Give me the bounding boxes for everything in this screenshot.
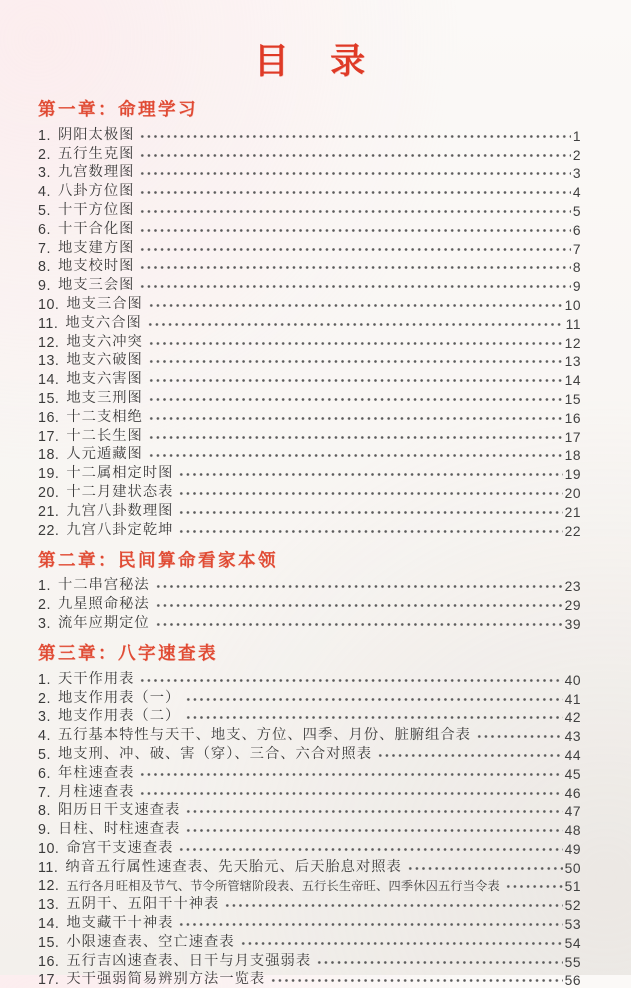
dot-leader: [139, 205, 570, 218]
entry-number: 10.: [38, 840, 60, 857]
toc-entry: [38, 294, 581, 313]
dot-leader: [178, 843, 562, 856]
entry-title: 阴阳太极图: [57, 126, 135, 143]
entry-title: 地支刑、冲、破、害（穿）、三合、六合对照表: [57, 745, 373, 762]
entry-number: 13.: [38, 897, 60, 914]
entry-number: 4.: [38, 184, 51, 201]
dot-leader: [155, 580, 563, 593]
entry-number: 3.: [38, 165, 51, 182]
dot-leader: [377, 749, 563, 762]
entry-number: 1.: [38, 578, 51, 595]
entry-number: 12.: [38, 334, 60, 351]
entry-page-number: 47: [564, 804, 581, 820]
entry-title: 十二长生图: [66, 427, 143, 444]
entry-title: 九宫八卦数理图: [66, 502, 174, 519]
entry-number: 2.: [38, 146, 51, 163]
toc-entry: [38, 369, 581, 388]
toc-entry: [38, 725, 581, 744]
entry-number: 22.: [38, 522, 60, 539]
entry-title: 地支藏干十神表: [66, 915, 174, 932]
toc-section-chapter-1: [38, 96, 581, 539]
entry-page-number: 41: [564, 691, 581, 707]
dot-leader: [270, 974, 562, 987]
toc-entry: [38, 275, 581, 294]
toc-entry: [38, 426, 581, 445]
dot-leader: [147, 318, 564, 331]
toc-entry: [38, 707, 581, 726]
entry-number: 3.: [38, 615, 51, 632]
entry-number: 14.: [38, 372, 60, 389]
dot-leader: [139, 280, 570, 293]
dot-leader: [178, 468, 562, 481]
toc-entry: [38, 388, 581, 407]
entry-page-number: 9: [572, 279, 581, 295]
entry-number: 20.: [38, 484, 60, 501]
entry-title: 地支六破图: [66, 352, 143, 369]
dot-leader: [240, 937, 563, 950]
entry-page-number: 39: [564, 616, 581, 632]
toc-entry: [38, 501, 581, 520]
entry-page-number: 10: [564, 297, 581, 313]
dot-leader: [148, 393, 563, 406]
toc-entry: [38, 932, 581, 951]
entry-title: 八卦方位图: [57, 183, 135, 200]
entry-page-number: 19: [564, 467, 581, 483]
toc-entry: [38, 763, 581, 782]
toc-entry: [38, 463, 581, 482]
entry-number: 8.: [38, 259, 51, 276]
dot-leader: [185, 805, 562, 818]
dot-leader: [505, 880, 563, 893]
entry-number: 1.: [38, 127, 51, 144]
entry-page-number: 43: [564, 729, 581, 745]
dot-leader: [148, 431, 563, 444]
dot-leader: [185, 711, 562, 724]
entry-page-number: 52: [564, 898, 581, 914]
entry-title: 五行生克图: [57, 145, 135, 162]
chapter-2-heading: 第二章：民间算命看家本领: [38, 549, 278, 570]
entry-title: 十二串宫秘法: [57, 577, 150, 594]
toc-entry: [38, 520, 581, 539]
chapter-3-entries: [38, 669, 581, 988]
entry-page-number: 7: [572, 241, 581, 257]
entry-title: 月柱速查表: [57, 783, 135, 800]
toc-entry: [38, 219, 581, 238]
entry-page-number: 49: [564, 841, 581, 857]
toc-entry: [38, 445, 581, 464]
dot-leader: [476, 730, 563, 743]
entry-page-number: 21: [564, 504, 581, 520]
dot-leader: [407, 862, 563, 875]
entry-number: 15.: [38, 390, 60, 407]
toc-section-chapter-2: [38, 547, 581, 632]
entry-title: 地支六害图: [66, 371, 143, 388]
entry-title: 流年应期定位: [57, 614, 150, 631]
dot-leader: [148, 449, 563, 462]
entry-page-number: 12: [564, 335, 581, 351]
chapter-1-entries: [38, 125, 581, 539]
entry-title: 人元遁藏图: [66, 446, 143, 463]
entry-number: 9.: [38, 822, 51, 839]
toc-entry: [38, 970, 581, 988]
entry-title: 天干作用表: [57, 670, 135, 687]
toc-entry: [38, 163, 581, 182]
toc-entry: [38, 144, 581, 163]
dot-leader: [185, 824, 562, 837]
entry-page-number: 42: [564, 710, 581, 726]
dot-leader: [148, 355, 563, 368]
dot-leader: [224, 899, 562, 912]
toc-entry: [38, 181, 581, 200]
dot-leader: [148, 299, 563, 312]
entry-title: 地支作用表（一）: [57, 689, 181, 706]
toc-entry: [38, 857, 581, 876]
toc-entry: [38, 200, 581, 219]
entry-page-number: 15: [564, 391, 581, 407]
entry-title: 地支建方图: [57, 239, 135, 256]
page-title: 目 录: [253, 42, 381, 81]
entry-title: 纳音五行属性速查表、先天胎元、后天胎息对照表: [65, 858, 402, 875]
dot-leader: [148, 374, 563, 387]
dot-leader: [139, 243, 570, 256]
entry-number: 16.: [38, 953, 60, 970]
entry-page-number: 11: [565, 316, 581, 332]
dot-leader: [139, 261, 570, 274]
entry-title: 五行基本特性与天干、地支、方位、四季、月份、脏腑组合表: [57, 727, 471, 744]
entry-page-number: 3: [572, 166, 581, 182]
entry-title: 五阴干、五阳干十神表: [66, 896, 220, 913]
entry-title: 地支校时图: [57, 258, 135, 275]
entry-title: 九宫八卦定乾坤: [66, 521, 174, 538]
entry-page-number: 56: [564, 973, 581, 988]
toc-entry: [38, 576, 581, 595]
entry-page-number: 16: [564, 410, 581, 426]
chapter-2-entries: [38, 576, 581, 632]
entry-title: 日柱、时柱速查表: [57, 821, 181, 838]
entry-title: 地支六冲突: [66, 333, 143, 350]
entry-number: 6.: [38, 765, 51, 782]
dot-leader: [148, 412, 563, 425]
entry-number: 14.: [38, 916, 60, 933]
entry-page-number: 54: [564, 935, 581, 951]
entry-number: 11.: [38, 315, 59, 332]
dot-leader: [155, 618, 563, 631]
entry-page-number: 48: [564, 823, 581, 839]
entry-page-number: 18: [564, 448, 581, 464]
entry-number: 4.: [38, 728, 51, 745]
entry-number: 12.: [38, 878, 60, 895]
dot-leader: [139, 130, 570, 143]
dot-leader: [178, 525, 562, 538]
toc-entry: [38, 913, 581, 932]
entry-title: 命宫干支速查表: [66, 839, 174, 856]
toc-entry: [38, 669, 581, 688]
entry-page-number: 22: [564, 523, 581, 539]
entry-number: 21.: [38, 503, 60, 520]
entry-title: 地支作用表（二）: [57, 708, 181, 725]
entry-number: 16.: [38, 409, 60, 426]
entry-number: 17.: [38, 972, 60, 988]
entry-title: 十二月建状态表: [66, 483, 174, 500]
entry-title: 年柱速查表: [57, 764, 135, 781]
toc-entry: [38, 125, 581, 144]
entry-page-number: 20: [564, 485, 581, 501]
toc-entry: [38, 951, 581, 970]
entry-page-number: 5: [572, 203, 581, 219]
chapter-3-heading: 第三章：八字速查表: [38, 642, 218, 663]
entry-title: 地支三合图: [66, 295, 143, 312]
entry-title: 小限速查表、空亡速查表: [66, 933, 235, 950]
toc-entry: [38, 351, 581, 370]
toc-entry: [38, 688, 581, 707]
entry-number: 2.: [38, 597, 51, 614]
toc-entry: [38, 838, 581, 857]
entry-title: 十二支相绝: [66, 408, 143, 425]
dot-leader: [139, 186, 570, 199]
entry-page-number: 51: [564, 879, 581, 895]
entry-number: 2.: [38, 690, 51, 707]
entry-page-number: 13: [564, 354, 581, 370]
toc-entry: [38, 744, 581, 763]
entry-page-number: 45: [564, 766, 581, 782]
toc-entry: [38, 407, 581, 426]
entry-page-number: 44: [564, 747, 581, 763]
toc-entry: [38, 801, 581, 820]
entry-number: 5.: [38, 746, 51, 763]
toc-entry: [38, 782, 581, 801]
toc-entry: [38, 332, 581, 351]
entry-title: 十二属相定时图: [66, 465, 174, 482]
entry-page-number: 14: [564, 373, 581, 389]
toc-entry: [38, 313, 581, 332]
entry-title: 九星照命秘法: [57, 596, 150, 613]
entry-title: 地支三刑图: [66, 389, 143, 406]
entry-title: 十干合化图: [57, 220, 135, 237]
toc-section-chapter-3: [38, 640, 581, 988]
entry-title: 阳历日干支速查表: [57, 802, 181, 819]
toc-entry: [38, 257, 581, 276]
entry-page-number: 8: [572, 260, 581, 276]
toc-entry: [38, 238, 581, 257]
entry-number: 13.: [38, 353, 60, 370]
entry-title: 十干方位图: [57, 201, 135, 218]
entry-page-number: 2: [572, 147, 581, 163]
entry-number: 3.: [38, 709, 51, 726]
dot-leader: [139, 787, 562, 800]
entry-page-number: 6: [572, 222, 581, 238]
entry-number: 9.: [38, 278, 51, 295]
entry-title: 天干强弱简易辨别方法一览表: [66, 971, 266, 988]
dot-leader: [139, 167, 570, 180]
entry-page-number: 46: [564, 785, 581, 801]
chapter-1-heading: 第一章：命理学习: [38, 99, 198, 119]
entry-number: 18.: [38, 447, 60, 464]
dot-leader: [148, 337, 563, 350]
dot-leader: [139, 224, 570, 237]
entry-number: 6.: [38, 221, 51, 238]
entry-number: 7.: [38, 240, 51, 257]
entry-page-number: 23: [564, 579, 581, 595]
entry-title: 五行各月旺相及节气、节令所管辖阶段表、五行长生帝旺、四季休囚五行当令表: [66, 879, 500, 894]
dot-leader: [185, 693, 562, 706]
entry-number: 17.: [38, 428, 60, 445]
entry-number: 8.: [38, 803, 51, 820]
entry-number: 15.: [38, 934, 60, 951]
dot-leader: [139, 768, 562, 781]
dot-leader: [178, 506, 562, 519]
entry-number: 10.: [38, 296, 60, 313]
toc-entry: [38, 594, 581, 613]
entry-number: 19.: [38, 466, 60, 483]
entry-number: 11.: [38, 859, 59, 876]
toc-entry: [38, 894, 581, 913]
entry-title: 五行吉凶速查表、日干与月支强弱表: [66, 952, 312, 969]
toc-entry: [38, 482, 581, 501]
entry-page-number: 29: [564, 598, 581, 614]
dot-leader: [178, 918, 562, 931]
entry-title: 九宫数理图: [57, 164, 135, 181]
entry-number: 5.: [38, 202, 51, 219]
entry-title: 地支六合图: [65, 314, 142, 331]
dot-leader: [316, 956, 563, 969]
entry-page-number: 40: [564, 672, 581, 688]
dot-leader: [139, 149, 570, 162]
entry-page-number: 17: [564, 429, 581, 445]
toc-entry: [38, 613, 581, 632]
entry-page-number: 55: [564, 954, 581, 970]
entry-page-number: 50: [564, 860, 581, 876]
entry-page-number: 53: [564, 917, 581, 933]
entry-page-number: 4: [572, 185, 581, 201]
toc-entry: [38, 819, 581, 838]
dot-leader: [139, 674, 562, 687]
entry-page-number: 1: [572, 128, 581, 144]
entry-title: 地支三会图: [57, 277, 135, 294]
entry-number: 7.: [38, 784, 51, 801]
toc-entry: [38, 876, 581, 895]
dot-leader: [155, 599, 563, 612]
dot-leader: [178, 487, 562, 500]
entry-number: 1.: [38, 671, 51, 688]
